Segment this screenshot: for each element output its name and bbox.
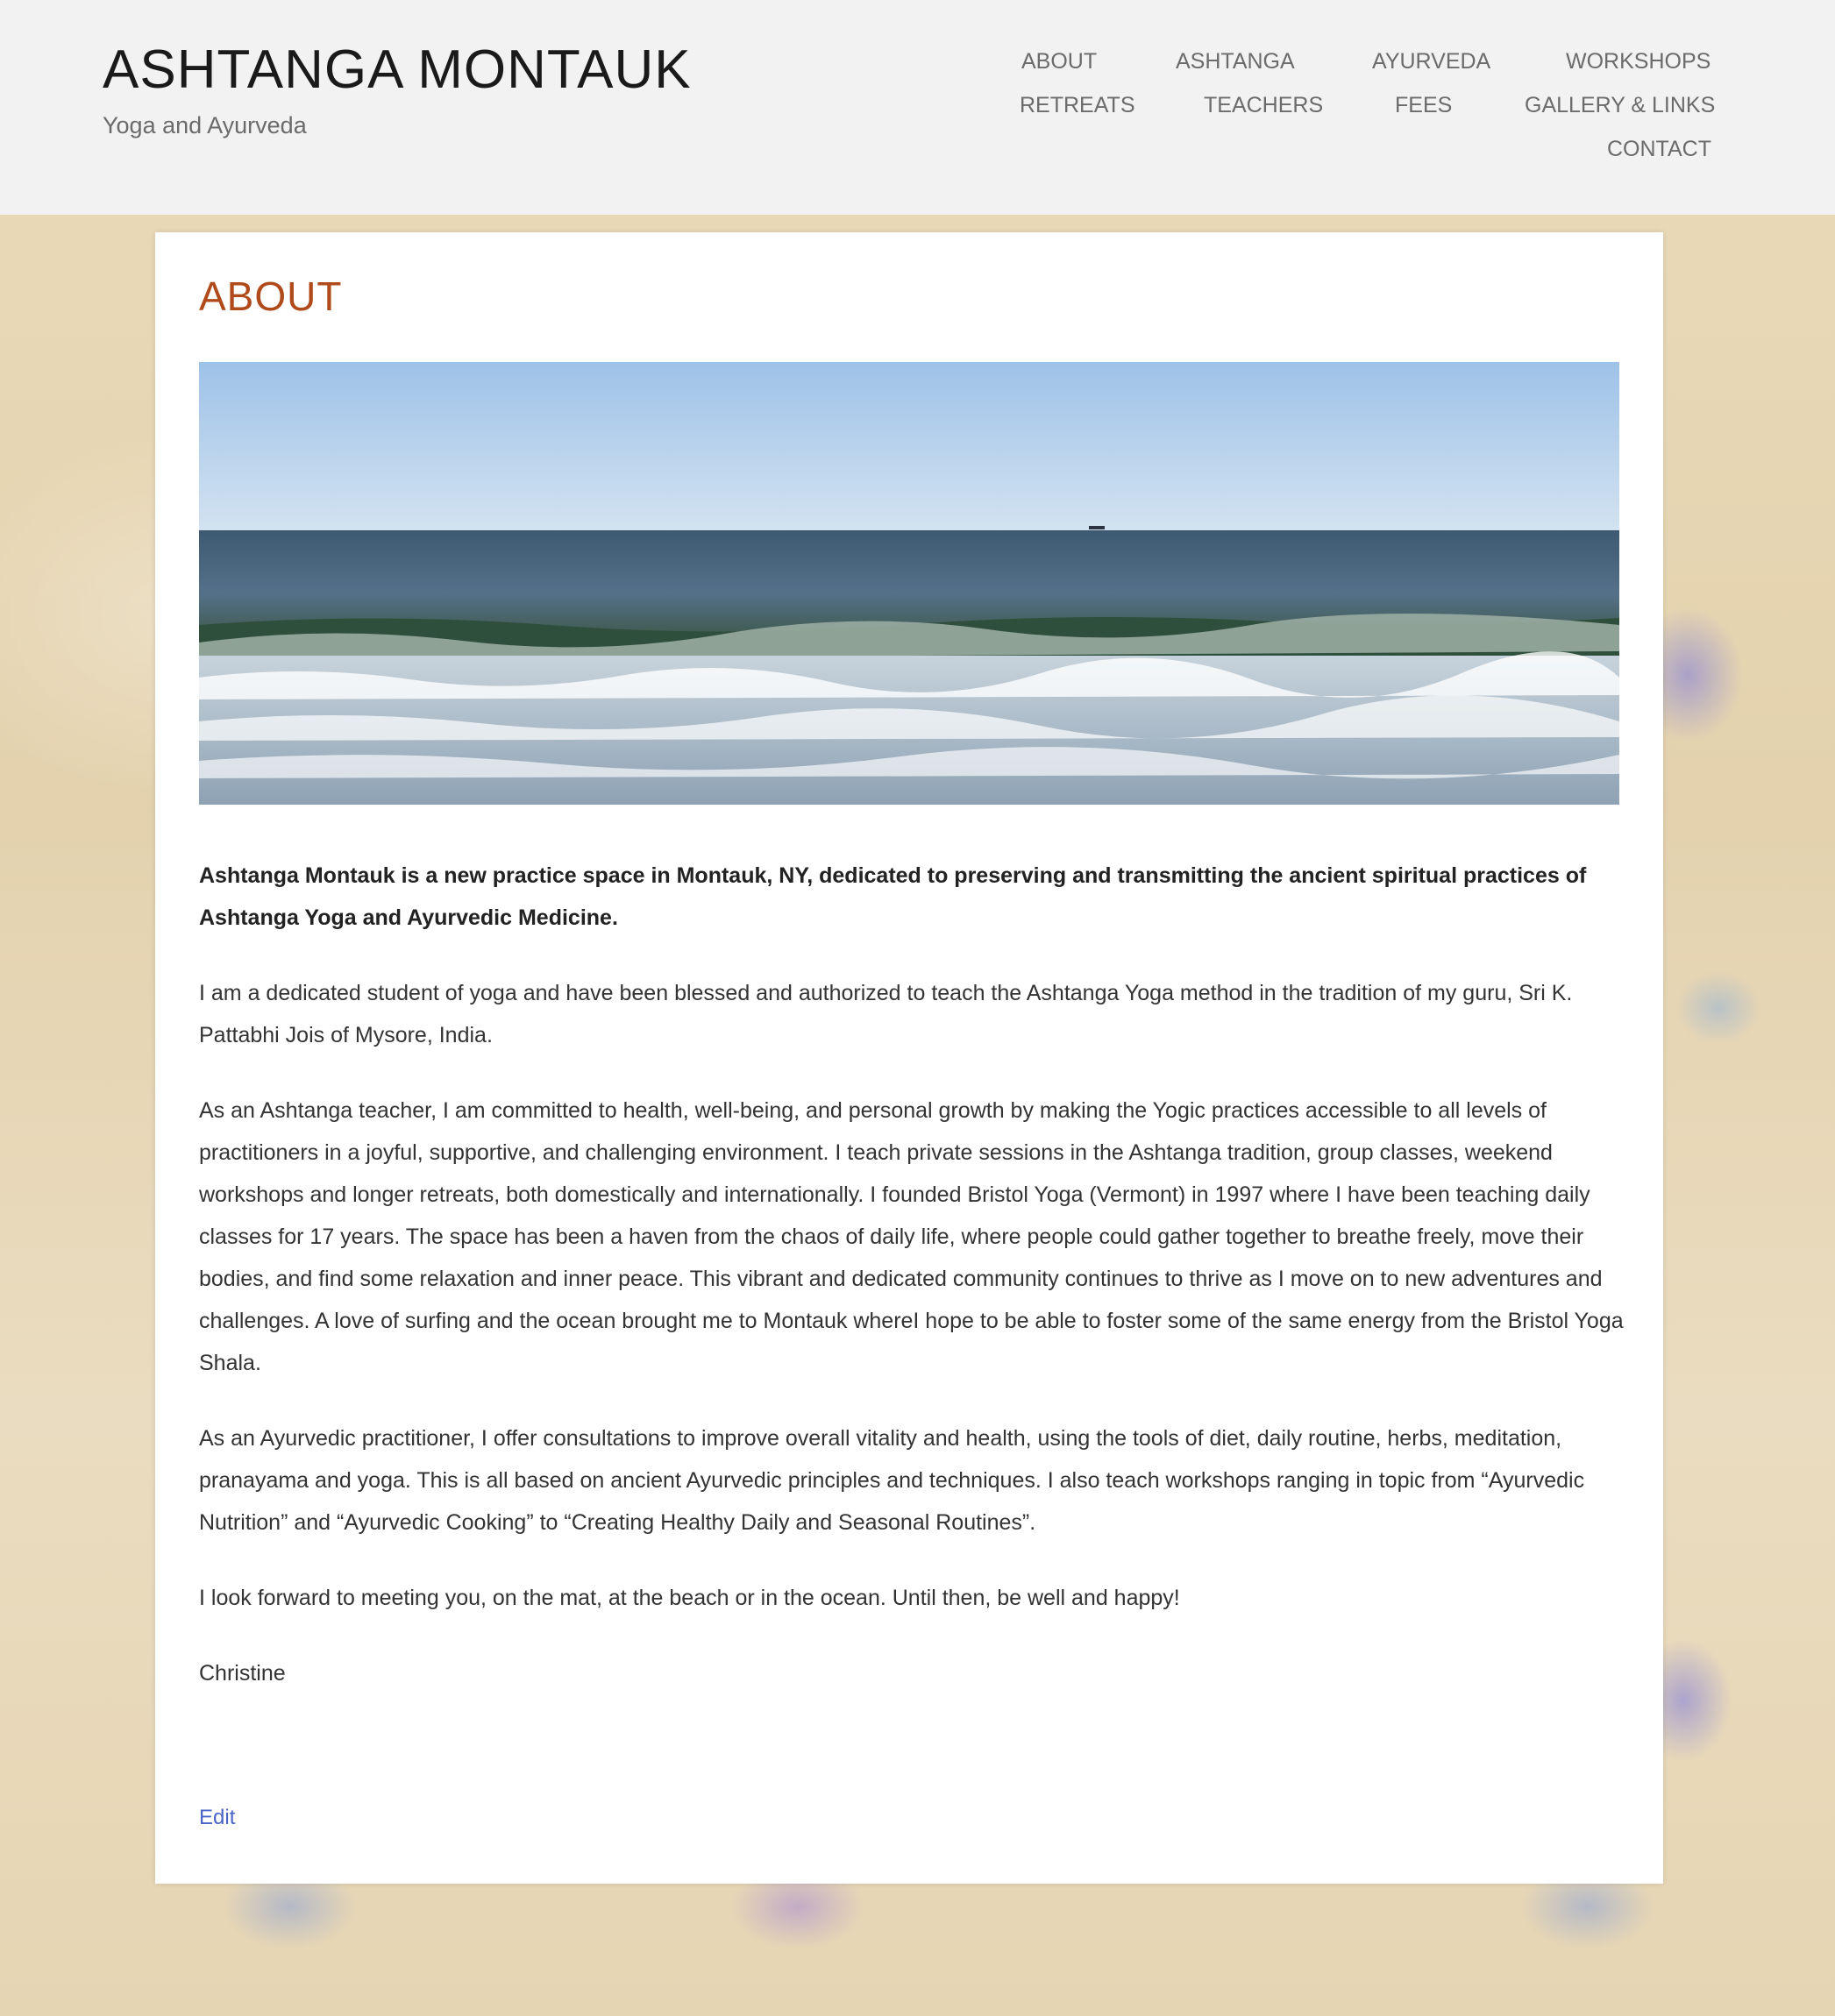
site-tagline: Yoga and Ayurveda	[103, 112, 307, 138]
nav-item-ashtanga[interactable]: ASHTANGA	[1176, 49, 1295, 74]
ocean-waves-image	[199, 362, 1619, 805]
nav-item-retreats[interactable]: RETREATS	[1020, 93, 1135, 117]
paragraph: As an Ayurvedic practitioner, I offer consultations to improve overall vitality and health, using the tools of diet, daily routine, herbs, meditation, pranayama and yoga. This is all based on ancient Ayurvedic principles and techniques. I also teach workshops ranging in topic from “Ayurvedic Nutrition” and “Ayurvedic Cooking” to “Creating Healthy Daily and Seasonal Routines”.	[199, 1426, 1585, 1535]
nav-item-ayurveda[interactable]: AYURVEDA	[1372, 49, 1491, 74]
page-title: ABOUT	[199, 273, 343, 319]
nav-item-teachers[interactable]: TEACHERS	[1204, 93, 1324, 117]
site-header	[0, 0, 1835, 215]
signature: Christine	[199, 1661, 286, 1686]
site-title[interactable]: ASHTANGA MONTAUK	[103, 39, 692, 100]
about-text	[199, 855, 1624, 1728]
nav-item-gallery-links[interactable]: GALLERY & LINKS	[1525, 93, 1716, 117]
nav-item-fees[interactable]: FEES	[1395, 93, 1453, 117]
intro-paragraph: Ashtanga Montauk is a new practice space in Montauk, NY, dedicated to preserving and transmitting the ancient spiritual practices of Ashtanga Yoga and Ayurvedic Medicine.	[199, 863, 1587, 930]
nav-item-contact[interactable]: CONTACT	[1607, 137, 1711, 161]
content-card	[155, 232, 1663, 1884]
edit-link[interactable]: Edit	[199, 1806, 236, 1829]
nav-item-workshops[interactable]: WORKSHOPS	[1566, 49, 1711, 74]
paragraph: I look forward to meeting you, on the mat, at the beach or in the ocean. Until then, be well and happy!	[199, 1586, 1180, 1610]
paragraph: As an Ashtanga teacher, I am committed to health, well-being, and personal growth by making the Yogic practices accessible to all levels of practitioners in a joyful, supportive, and challenging environment. I teach private sessions in the Ashtanga tradition, group classes, weekend workshops and longer retreats, both domestically and internationally. I founded Bristol Yoga (Vermont) in 1997 where I have been teaching daily classes for 17 years. The space has been a haven from the chaos of daily life, where people could gather together to breathe freely, move their bodies, and find some relaxation and inner peace. This vibrant and dedicated community continues to thrive as I move on to new adventures and challenges. A love of surfing and the ocean brought me to Montauk whereI hope to be able to foster some of the same energy from the Bristol Yoga Shala.	[199, 1098, 1624, 1375]
hero-image	[199, 362, 1619, 805]
paragraph: I am a dedicated student of yoga and have been blessed and authorized to teach the Ashtanga Yoga method in the tradition of my guru, Sri K. Pattabhi Jois of Mysore, India.	[199, 981, 1573, 1047]
nav-item-about[interactable]: ABOUT	[1021, 49, 1098, 74]
